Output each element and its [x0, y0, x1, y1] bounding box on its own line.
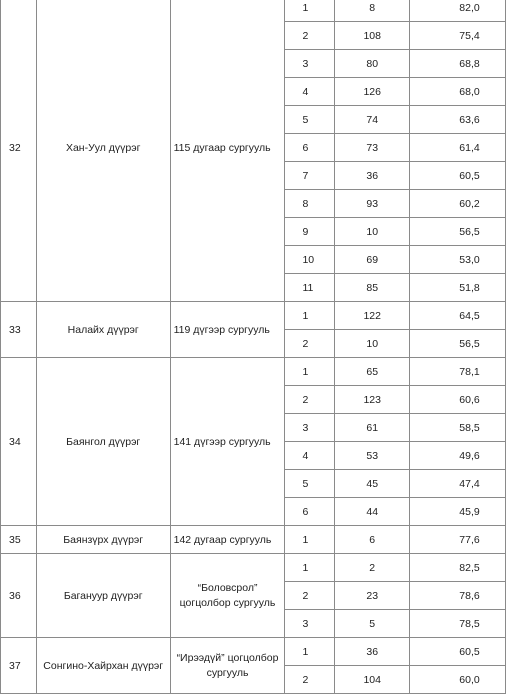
student-id-cell: 85: [335, 274, 410, 302]
score-cell: 49,6: [410, 442, 506, 470]
score-cell: 60,0: [410, 666, 506, 694]
rank-cell: 6: [285, 498, 335, 526]
table-row: [1, 638, 506, 666]
student-id-cell: 80: [335, 50, 410, 78]
rank-cell: 5: [285, 470, 335, 498]
score-cell: 58,5: [410, 414, 506, 442]
table-row: [1, 526, 506, 554]
school-cell: 119 дүгээр сургууль: [170, 302, 285, 358]
rank-cell: 4: [285, 442, 335, 470]
table-row: [1, 302, 506, 330]
score-cell: 60,2: [410, 190, 506, 218]
student-id-cell: 122: [335, 302, 410, 330]
group-number-cell: 36: [1, 554, 37, 638]
school-cell: 141 дүгээр сургууль: [170, 358, 285, 526]
rank-cell: 3: [285, 50, 335, 78]
results-table-body: [1, 0, 506, 694]
student-id-cell: 10: [335, 330, 410, 358]
score-cell: 78,6: [410, 582, 506, 610]
rank-cell: 3: [285, 610, 335, 638]
table-row: [1, 554, 506, 582]
score-cell: 68,0: [410, 78, 506, 106]
rank-cell: 4: [285, 78, 335, 106]
student-id-cell: 123: [335, 386, 410, 414]
score-cell: 68,8: [410, 50, 506, 78]
district-cell: Хан-Уул дүүрэг: [36, 0, 170, 302]
score-cell: 45,9: [410, 498, 506, 526]
score-cell: 78,5: [410, 610, 506, 638]
district-cell: Баянзүрх дүүрэг: [36, 526, 170, 554]
student-id-cell: 36: [335, 638, 410, 666]
rank-cell: 1: [285, 0, 335, 22]
district-cell: Баянгол дүүрэг: [36, 358, 170, 526]
rank-cell: 2: [285, 330, 335, 358]
rank-cell: 1: [285, 302, 335, 330]
rank-cell: 8: [285, 190, 335, 218]
score-cell: 47,4: [410, 470, 506, 498]
group-number-cell: 32: [1, 0, 37, 302]
school-cell: “Боловсрол” цогцолбор сургууль: [170, 554, 285, 638]
score-cell: 56,5: [410, 218, 506, 246]
student-id-cell: 53: [335, 442, 410, 470]
rank-cell: 11: [285, 274, 335, 302]
group-number-cell: 33: [1, 302, 37, 358]
rank-cell: 10: [285, 246, 335, 274]
group-number-cell: 34: [1, 358, 37, 526]
student-id-cell: 126: [335, 78, 410, 106]
student-id-cell: 36: [335, 162, 410, 190]
score-cell: 82,5: [410, 554, 506, 582]
rank-cell: 6: [285, 134, 335, 162]
student-id-cell: 8: [335, 0, 410, 22]
student-id-cell: 104: [335, 666, 410, 694]
rank-cell: 5: [285, 106, 335, 134]
score-cell: 51,8: [410, 274, 506, 302]
student-id-cell: 93: [335, 190, 410, 218]
rank-cell: 1: [285, 554, 335, 582]
rank-cell: 7: [285, 162, 335, 190]
score-cell: 56,5: [410, 330, 506, 358]
school-cell: “Ирээдүй” цогцолбор сургууль: [170, 638, 285, 694]
score-cell: 63,6: [410, 106, 506, 134]
table-row: [1, 358, 506, 386]
school-cell: 115 дугаар сургууль: [170, 0, 285, 302]
score-cell: 61,4: [410, 134, 506, 162]
score-cell: 60,5: [410, 638, 506, 666]
school-cell: 142 дугаар сургууль: [170, 526, 285, 554]
district-cell: Налайх дүүрэг: [36, 302, 170, 358]
rank-cell: 9: [285, 218, 335, 246]
rank-cell: 2: [285, 386, 335, 414]
score-cell: 60,6: [410, 386, 506, 414]
student-id-cell: 74: [335, 106, 410, 134]
table-row: [1, 0, 506, 22]
score-cell: 64,5: [410, 302, 506, 330]
score-cell: 82,0: [410, 0, 506, 22]
student-id-cell: 61: [335, 414, 410, 442]
group-number-cell: 37: [1, 638, 37, 694]
student-id-cell: 10: [335, 218, 410, 246]
score-cell: 60,5: [410, 162, 506, 190]
student-id-cell: 6: [335, 526, 410, 554]
rank-cell: 1: [285, 526, 335, 554]
rank-cell: 3: [285, 414, 335, 442]
student-id-cell: 44: [335, 498, 410, 526]
rank-cell: 1: [285, 358, 335, 386]
student-id-cell: 108: [335, 22, 410, 50]
student-id-cell: 65: [335, 358, 410, 386]
student-id-cell: 73: [335, 134, 410, 162]
score-cell: 77,6: [410, 526, 506, 554]
score-cell: 53,0: [410, 246, 506, 274]
rank-cell: 2: [285, 22, 335, 50]
student-id-cell: 5: [335, 610, 410, 638]
student-id-cell: 2: [335, 554, 410, 582]
district-cell: Сонгино-Хайрхан дүүрэг: [36, 638, 170, 694]
rank-cell: 1: [285, 638, 335, 666]
rank-cell: 2: [285, 666, 335, 694]
group-number-cell: 35: [1, 526, 37, 554]
rank-cell: 2: [285, 582, 335, 610]
student-id-cell: 45: [335, 470, 410, 498]
score-cell: 75,4: [410, 22, 506, 50]
score-cell: 78,1: [410, 358, 506, 386]
district-cell: Багануур дүүрэг: [36, 554, 170, 638]
student-id-cell: 69: [335, 246, 410, 274]
student-id-cell: 23: [335, 582, 410, 610]
